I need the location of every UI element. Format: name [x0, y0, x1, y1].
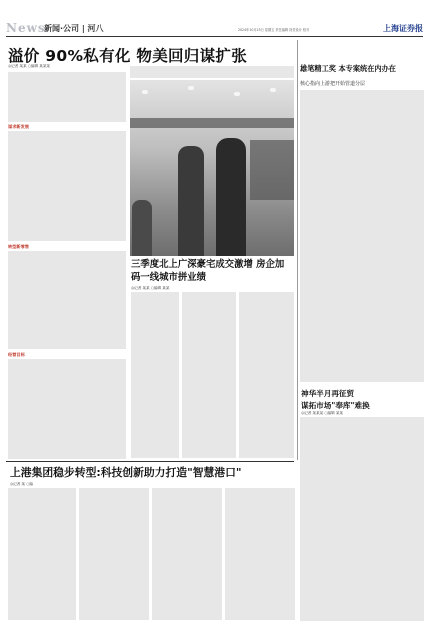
issue-info: 2024年10月25日 星期五 责任编辑 视觉设计 校对	[238, 28, 310, 32]
side-headline: 雄笔精工奖 本专案统在内办在	[300, 64, 396, 73]
center-text-block	[239, 292, 294, 458]
right-byline: ◎记者 某某某 ○编辑 某某	[301, 411, 344, 415]
bottom-headline: 上港集团稳步转型:科技创新助力打造"智慧港口"	[10, 466, 242, 479]
right-headline: 神华半月再征贸	[301, 389, 355, 398]
shop-front	[250, 140, 294, 200]
paper-brand: 上海证券报	[383, 23, 423, 33]
lead-text-block	[8, 131, 126, 241]
section-label: 新闻·公司 | 河八	[44, 24, 104, 33]
person-figure	[132, 200, 152, 256]
masthead-rule	[6, 36, 423, 37]
lead-text-block	[130, 66, 294, 78]
news-logo: News	[6, 21, 46, 35]
right-deck: 谋拓市场"奉库"难换	[301, 401, 370, 410]
lead-text-block	[8, 251, 126, 349]
lead-text-block	[8, 359, 126, 459]
side-deck: 核心指向上游把开始管道分层	[300, 81, 366, 87]
person-figure	[216, 138, 246, 256]
lead-headline: 溢价 90%私有化 物美回归谋扩张	[8, 47, 247, 65]
ceiling-light	[188, 86, 194, 90]
lead-subhead-1: 谋求新发展	[8, 124, 29, 129]
mall-photo	[130, 80, 294, 256]
right-text-block	[300, 417, 424, 621]
shop-row	[130, 118, 294, 128]
ceiling-light	[234, 92, 240, 96]
center-text-block	[131, 292, 179, 458]
center-text-block	[182, 292, 236, 458]
bottom-text-block	[8, 488, 76, 620]
bottom-text-block	[79, 488, 149, 620]
bottom-text-block	[225, 488, 295, 620]
masthead	[0, 0, 429, 40]
lead-byline: ◎记者 某某 ○编辑 某某某	[8, 64, 51, 68]
lead-text-block	[8, 72, 126, 122]
lead-subhead-3: 经营目标	[8, 352, 25, 357]
lead-subhead-2: 转型新零售	[8, 244, 29, 249]
ceiling-light	[142, 90, 148, 94]
bottom-byline: ◎记者 某 ○编	[10, 482, 33, 486]
ceiling-light	[270, 88, 276, 92]
column-rule	[297, 40, 298, 460]
section-rule	[6, 461, 294, 462]
side-text-block	[300, 90, 424, 382]
bottom-text-block	[152, 488, 222, 620]
center-byline: ◎记者 某某 ○编辑 某某	[131, 286, 170, 290]
person-figure	[178, 146, 204, 256]
center-headline: 三季度北上广深豪宅成交激增 房企加码一线城市拼业绩	[131, 259, 285, 283]
